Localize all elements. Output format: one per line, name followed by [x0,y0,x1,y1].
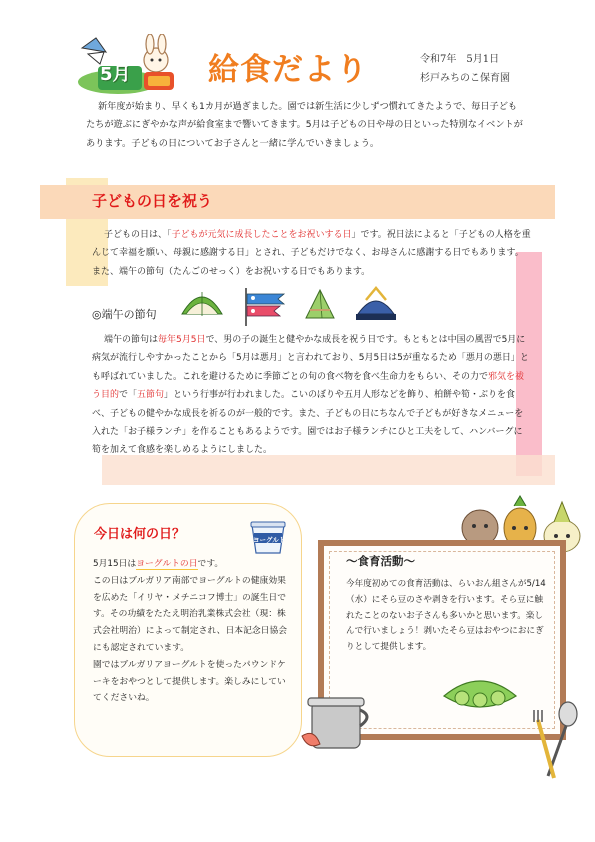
highlight-text: ヨーグルトの日 [136,559,198,569]
month-logo-illustration [76,34,186,96]
childrens-day-paragraph [92,226,532,281]
school-name: 杉戸みちのこ保育園 [420,73,510,84]
broad-bean-illustration [440,670,520,720]
highlight-text: 子どもが元気に成長したことをお祝いする日 [171,230,352,240]
text-span: 」という行事が行われました。こいのぼりや五月人形などを飾り、柏餅や筍・ぶりを食べ、子どもの健やかな成長を祈るのが一般的です。また、子どもの日にちなんで子どもが好きなメニューを入れた「お子様ランチ」を作ることもあるようです。園ではお子様ランチにひと工夫をして、ハンバーグに筍を加えて食感を楽しめるようにしました。 [92,390,524,456]
highlight-text: 毎年5月5日 [158,335,206,345]
utensils-illustration [520,700,590,780]
section-heading: 子どもの日を祝う [92,192,213,210]
koinobori-icon [240,286,292,326]
text-span: で「 [119,390,138,401]
kashiwa-mochi-icon [178,286,226,326]
today-box-title: 今日は何の日？ [94,527,186,542]
food-activity-body: 今年度初めての食育活動は、らいおん組さんが5/14（水）にそら豆のさや剥きを行います。そら豆に触れたことのないお子さんも多いかと思います。楽しんで行いましょう！剥いたそら豆はおやつにおにぎりとして提供します。 [346,579,546,653]
text-span: 」です。祝日法によると「子どもの人格を重んじて幸福を願い、母親に感謝する日」とされ、子どもだけでなく、お母さんに感謝する日でもあります。また、端午の節句（たんごのせっく）をお祝いする日でもあります。 [92,230,531,277]
tango-paragraph [92,331,530,460]
highlight-text: 邪気を祓う目的 [92,371,525,401]
issue-info [420,50,510,88]
today-body-text-2: 園ではブルガリアヨーグルトを使ったパウンドケーキをおやつとして提供します。楽しみにしていてくださいね。 [93,659,286,704]
food-activity-title: ～食育活動～ [346,554,415,568]
text-span: で、男の子の誕生と健やかな成長を祝う日です。もともとは中国の風習で5月に病気が流行しやすかったことから「5月は悪月」と言われており、5月5日は5が重なるため「悪月の悪日」とも呼ばれていました。これを避けるために季節ごとの旬の食べ物を食べ生命力をもらい、その力で [92,335,529,382]
today-body-text: この日はブルガリア南部でヨーグルトの健康効果を広めた「イリヤ・メチニコフ博士」の誕生日です。その功績をたたえ明治乳業株式会社（現：株式会社明治）によって制定され、日本記念日協会にも認定されています。 [93,575,288,653]
highlight-text: 五節句 [137,390,165,401]
intro-text: 新年度が始まり、早くも1カ月が過ぎました。園では新生活に少しずつ慣れてきたようで、毎日子どもたちが遊ぶにぎやかな声が給食室まで響いてきます。5月は子どもの日や母の日といった特別なイベントがあります。子どもの日についてお子さんと一緒に学んでいきましょう。 [86,101,523,149]
tango-subheading: ◎端午の節句 [92,308,157,321]
text-span: 端午の節句は [104,335,159,345]
text-span: 子どもの日は、「 [104,230,172,240]
text-span: です。 [197,559,224,569]
cooking-pot-illustration [300,686,380,752]
newsletter-title: 給食だより [208,52,368,88]
intro-paragraph [86,98,526,153]
month-badge: 5月 [100,64,131,85]
issue-date: 令和7年 5月1日 [420,54,500,65]
today-box-body [93,556,293,707]
text-span: 5月15日は [93,559,137,569]
chimaki-icon [300,286,340,326]
kabuto-icon [352,286,400,326]
yogurt-cup-label: ヨーグルト [253,536,286,544]
